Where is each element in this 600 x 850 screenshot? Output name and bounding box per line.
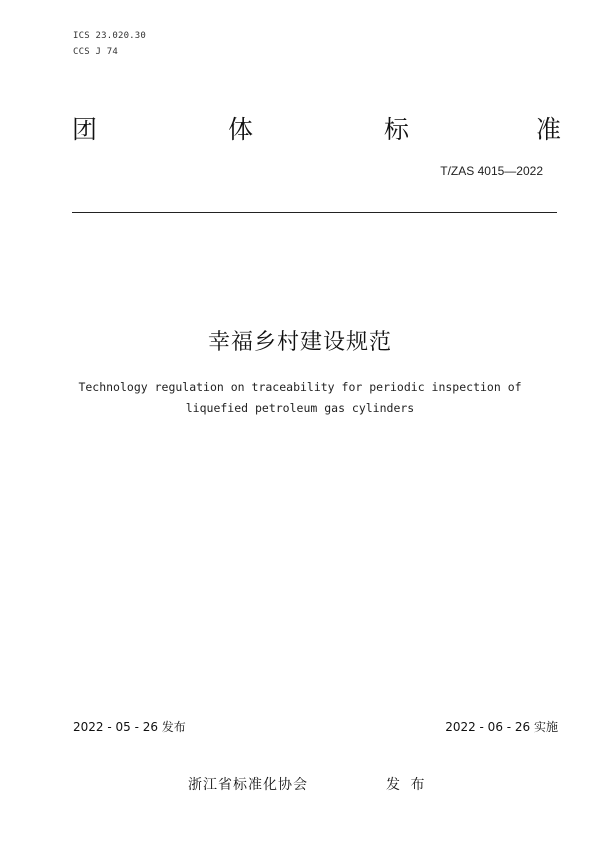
english-title-line-1: Technology regulation on traceability for periodic inspection of: [78, 380, 522, 394]
document-title-chinese: 幸福乡村建设规范: [207, 330, 392, 355]
publish-label: 发 布: [386, 777, 428, 793]
standard-number: T/ZAS 4015—2022: [440, 164, 543, 178]
ics-code: ICS 23.020.30: [73, 31, 147, 41]
header-divider: [72, 212, 557, 213]
implementation-date: 2022 - 06 - 26 实施: [445, 720, 558, 734]
category-char-2: 体: [228, 115, 254, 144]
category-char-3: 标: [384, 115, 410, 144]
ccs-code: CCS J 74: [73, 47, 118, 57]
issue-date: 2022 - 05 - 26 发布: [73, 720, 186, 734]
category-char-4: 准: [536, 115, 562, 144]
publisher-name: 浙江省标准化协会: [188, 777, 308, 793]
category-char-1: 团: [72, 115, 98, 144]
document-title-english: [62, 377, 538, 419]
standard-category: [72, 114, 562, 148]
english-title-line-2: liquefied petroleum gas cylinders: [185, 401, 415, 415]
